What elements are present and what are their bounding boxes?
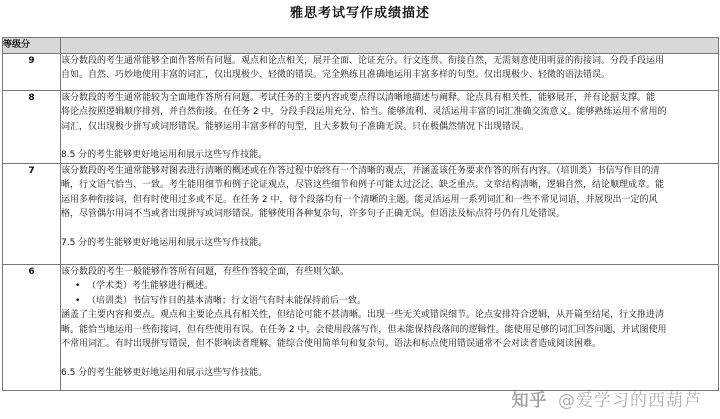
watermark-site: 知乎 <box>511 391 548 411</box>
half-band-note: 6.5 分的考生能够更好地运用和展示这些写作技能。 <box>61 367 268 378</box>
band-level: 9 <box>3 53 61 90</box>
table-row-band-8 <box>3 90 719 163</box>
band-description <box>61 53 719 90</box>
description-line: 晰，行文语气恰当、一致。考生能用细节和例子论证观点，尽管这些细节和例子可能太过泛泛、缺乏重点。文章结构清晰，逻辑自然，结论顺理成章。能 <box>61 180 665 190</box>
description-column-header <box>61 38 719 54</box>
level-column-header: 等级分 <box>3 38 61 54</box>
description-line: 涵盖了主要内容和要点。观点和主要论点具有相关性，但结论可能不甚清晰。出现一些无关或错误细节。论点安排符合逻辑，从开篇至结尾，行文推进清 <box>61 310 665 320</box>
half-band-note: 7.5 分的考生能够更好地运用和展示这些写作技能。 <box>61 237 268 248</box>
description-line: 将论点按照逻辑顺序排列，并自然衔接。在任务 2 中，分段手段运用充分、恰当。能够流利、灵活运用丰富的词汇准确交流意义。能够熟练运用不常用的 <box>61 107 667 117</box>
description-line: 该分数段的考生通常能够对图表进行清晰的概述或在作答过程中始终有一个清晰的观点，并涵盖该任务要求作答的所有内容。（培训类）书信写作目的清 <box>61 165 660 176</box>
band-level: 8 <box>3 90 61 163</box>
zhihu-watermark <box>512 386 702 411</box>
band-level: 7 <box>3 163 61 264</box>
description-line: 晰。能恰当地运用一些衔接词，但有些使用有误。在任务 2 中，会使用段落写作，但未能保持段落间的逻辑性。能使用足够的词汇回答问题，并试图使用 <box>61 324 667 335</box>
watermark-handle: @爱学习的西葫芦 <box>558 391 702 411</box>
band-description <box>61 264 719 390</box>
list-item: • （培训类）书信写作目的基本清晰；行文语气有时未能保持前后一致。 <box>87 294 718 309</box>
table-header-row <box>3 38 719 54</box>
description-line: 该分数段的考生一般能够作答所有问题，有些作答较全面，有些则欠缺。 <box>61 266 350 277</box>
band-description <box>61 163 719 264</box>
score-table <box>2 37 719 391</box>
table-row-band-9 <box>3 53 719 90</box>
page-title: 雅思考试写作成绩描述 <box>289 6 430 21</box>
half-band-note: 8.5 分的考生能够更好地运用和展示这些写作技能。 <box>61 150 268 160</box>
list-item: • （学术类）考生能够进行概述。 <box>87 279 718 294</box>
description-line: 不常用词汇。有时出现拼写错误，但不影响读者理解。能综合使用简单句和复杂句。语法和标点使用错误通常不会对读者造成阅读困难。 <box>61 339 602 349</box>
table-row-band-7 <box>3 163 719 264</box>
table-row-band-6 <box>3 264 719 390</box>
band-level: 6 <box>3 264 61 390</box>
band-description <box>61 90 719 163</box>
description-line: 自如。自然、巧妙地使用丰富的词汇，仅出现极少、轻微的错误。完全熟练且准确地运用丰富多样的句型。仅出现极少、轻微的语法错误。 <box>61 70 611 80</box>
description-line: 该分数段的考生通常能较为全面地作答所有问题。考试任务的主要内容或要点得以清晰地描述与阐释。论点具有相关性，能够展开，并有论据支撑。能 <box>61 92 656 103</box>
description-line: 格，尽管偶尔用词不当或者出现拼写或词形错误。能够使用各种复杂句，许多句子正确无误。但语法及标点符号仍有几处错误。 <box>61 209 566 219</box>
description-line: 运用多种衔接词，但有时使用过多或不足。在任务 2 中，每个段落均有一个清晰的主题。能灵活运用一系列词汇和一些不常见词语，并展现出一定的风 <box>61 194 658 205</box>
bullet-list <box>61 279 718 308</box>
description-line: 该分数段的考生通常能够全面作答所有问题。观点和论点相关，展开全面、论证充分。行文连贯、衔接自然，无需刻意使用明显的衔接词。分段手段运用 <box>61 55 665 66</box>
description-line: 词汇，仅出现极少拼写或词形错误。能够运用丰富多样的句型，且大多数句子准确无误。只在极偶然情况下出现错误。 <box>61 121 530 132</box>
